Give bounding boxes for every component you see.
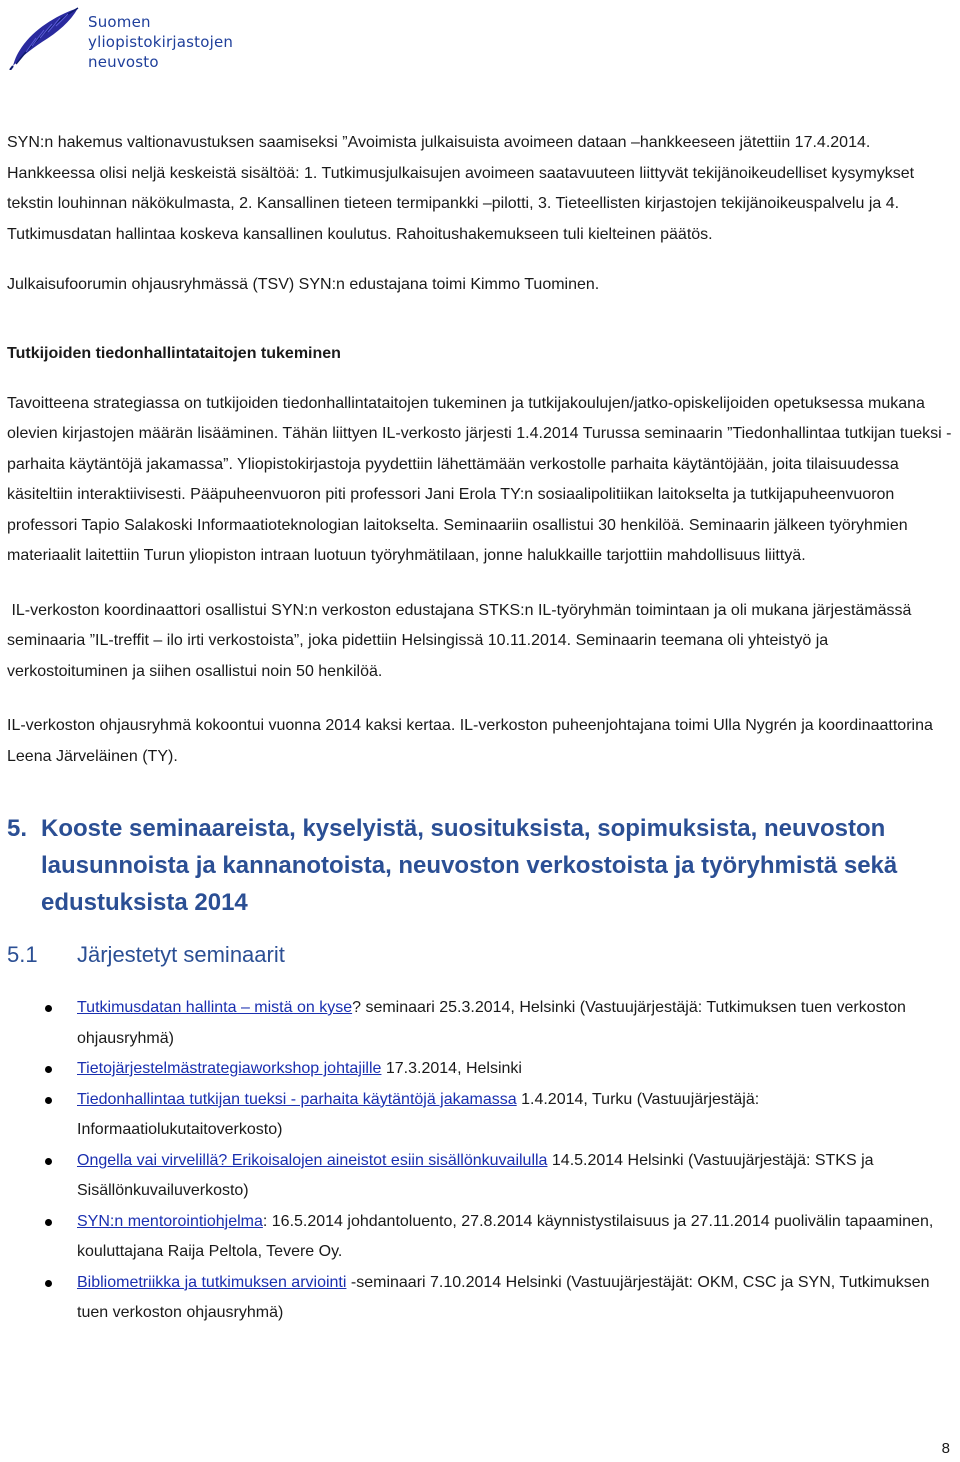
- seminar-link[interactable]: SYN:n mentorointiohjelma: [77, 1212, 263, 1230]
- bullet-icon: [45, 1097, 52, 1104]
- bullet-icon: [45, 1158, 52, 1165]
- logo-wordmark: [88, 12, 233, 72]
- document-body: [7, 128, 956, 1329]
- organization-logo: [8, 4, 248, 71]
- bullet-icon: [45, 1066, 52, 1073]
- logo-line-1: Suomen: [88, 13, 151, 31]
- logo-line-2: yliopistokirjastojen: [88, 33, 234, 51]
- page-number: 8: [941, 1440, 950, 1457]
- seminar-details: : 16.5.2014 johdantoluento, 27.8.2014 käynnistystilaisuus ja 27.11.2014 puolivälin tapaaminen, kouluttajana Raija Peltola, Tevere Oy.: [77, 1212, 934, 1260]
- list-item: [7, 1207, 953, 1268]
- list-item: [7, 1146, 953, 1207]
- paragraph-info-skills-support: Tavoitteena strategiassa on tutkijoiden tiedonhallintataitojen tukeminen ja tutkijakoulujen/jatko-opiskelijoiden opetuksessa mukana olevien kirjastojen määrän lisääminen. Tähän liittyen IL-verkosto järjesti 1.4.2014 Turussa seminaarin ”Tiedonhallintaa tutkijan tueksi - parhaita käytäntöjä jakamassa”. Yliopistokirjastoja pyydettiin lähettämään verkostolle parhaita käytäntöjään, joita tilaisuudessa käsiteltiin interaktiivisesti. Pääpuheenvuoron piti professori Jani Erola TY:n sosiaalipolitiikan laitokselta ja tutkijapuheenvuoron professori Tapio Salakoski Informaatioteknologian laitokselta. Seminaariin osallistui 30 henkilöä. Seminaarin jälkeen työryhmien materiaalit laitettiin Turun yliopiston intraan luotuun työryhmätilaan, jonne halukkaille tarjottiin mahdollisuus liittyä.: [7, 394, 956, 564]
- seminar-link[interactable]: Bibliometriikka ja tutkimuksen arviointi: [77, 1273, 347, 1291]
- seminar-link[interactable]: Tutkimusdatan hallinta – mistä on kyse: [77, 999, 353, 1016]
- seminar-link[interactable]: Tiedonhallintaa tutkijan tueksi - parhaita käytäntöjä jakamassa: [77, 1090, 517, 1108]
- subsection-heading-5-1: [7, 937, 953, 973]
- bullet-icon: [45, 1005, 52, 1012]
- paragraph-il-network-coordinator: IL-verkoston koordinaattori osallistui SYN:n verkoston edustajana STKS:n IL-työryhmän toimintaan ja oli mukana järjestämässä seminaaria ”IL-treffit – ilo irti verkostoista”, joka pidettiin Helsingissä 10.11.2014. Seminaarin teemana oli yhteistyö ja verkostoituminen ja siihen osallistui noin 50 henkilöä.: [7, 601, 916, 680]
- subheading-researcher-info-skills: Tutkijoiden tiedonhallintataitojen tukeminen: [7, 344, 341, 362]
- seminar-link[interactable]: Tietojärjestelmästrategiaworkshop johtajille: [77, 1060, 382, 1077]
- bullet-icon: [45, 1219, 52, 1226]
- seminar-details: ? seminaari 25.3.2014, Helsinki (Vastuujärjestäjä: Tutkimuksen tuen verkoston ohjausryhmä): [77, 999, 906, 1047]
- list-item: [7, 1085, 953, 1146]
- feather-quill-icon: [8, 4, 84, 70]
- subsection-number: 5.1: [7, 942, 38, 967]
- subsection-title: Järjestetyt seminaarit: [77, 942, 285, 967]
- seminar-details: 14.5.2014 Helsinki (Vastuujärjestäjä: STKS ja Sisällönkuvailuverkosto): [77, 1151, 874, 1199]
- seminar-details: 1.4.2014, Turku (Vastuujärjestäjä: Informaatiolukutaitoverkosto): [77, 1090, 760, 1138]
- paragraph-syn-grant-application: SYN:n hakemus valtionavustuksen saamiseksi ”Avoimista julkaisuista avoimeen dataan –hankkeeseen jätettiin 17.4.2014. Hankkeessa olisi neljä keskeistä sisältöä: 1. Tutkimusjulkaisujen avoimeen saatavuuteen liittyvät tekijänoikeudelliset kysymykset tekstin louhinnan näkökulmasta, 2. Kansallinen tieteen termipankki –pilotti, 3. Tieteellisten kirjastojen tekijänoikeuspalvelu ja 4. Tutkimusdatan hallintaa koskeva kansallinen koulutus. Rahoitushakemukseen tuli kielteinen päätös.: [7, 134, 919, 243]
- seminar-list: [7, 993, 953, 1329]
- logo-line-3: neuvosto: [88, 53, 159, 71]
- list-item: [7, 1268, 953, 1329]
- seminar-details: -seminaari 7.10.2014 Helsinki (Vastuujärjestäjät: OKM, CSC ja SYN, Tutkimuksen tuen verkoston ohjausryhmä): [77, 1273, 930, 1321]
- section-number: 5.: [7, 815, 28, 842]
- paragraph-publication-forum: Julkaisufoorumin ohjausryhmässä (TSV) SYN:n edustajana toimi Kimmo Tuominen.: [7, 276, 600, 293]
- list-item: [7, 993, 953, 1054]
- seminar-details: 17.3.2014, Helsinki: [381, 1060, 522, 1077]
- seminar-link[interactable]: Ongella vai virvelillä? Erikoisalojen aineistot esiin sisällönkuvailulla: [77, 1151, 548, 1169]
- section-heading-5: [7, 810, 953, 921]
- bullet-icon: [45, 1280, 52, 1287]
- paragraph-il-steering-group: IL-verkoston ohjausryhmä kokoontui vuonna 2014 kaksi kertaa. IL-verkoston puheenjohtajana toimi Ulla Nygrén ja koordinaattorina Leena Järveläinen (TY).: [7, 717, 938, 765]
- list-item: [7, 1054, 953, 1085]
- section-title: Kooste seminaareista, kyselyistä, suosituksista, sopimuksista, neuvoston lausunnoista ja kannanotoista, neuvoston verkostoista ja työryhmistä sekä edustuksista 2014: [41, 815, 898, 916]
